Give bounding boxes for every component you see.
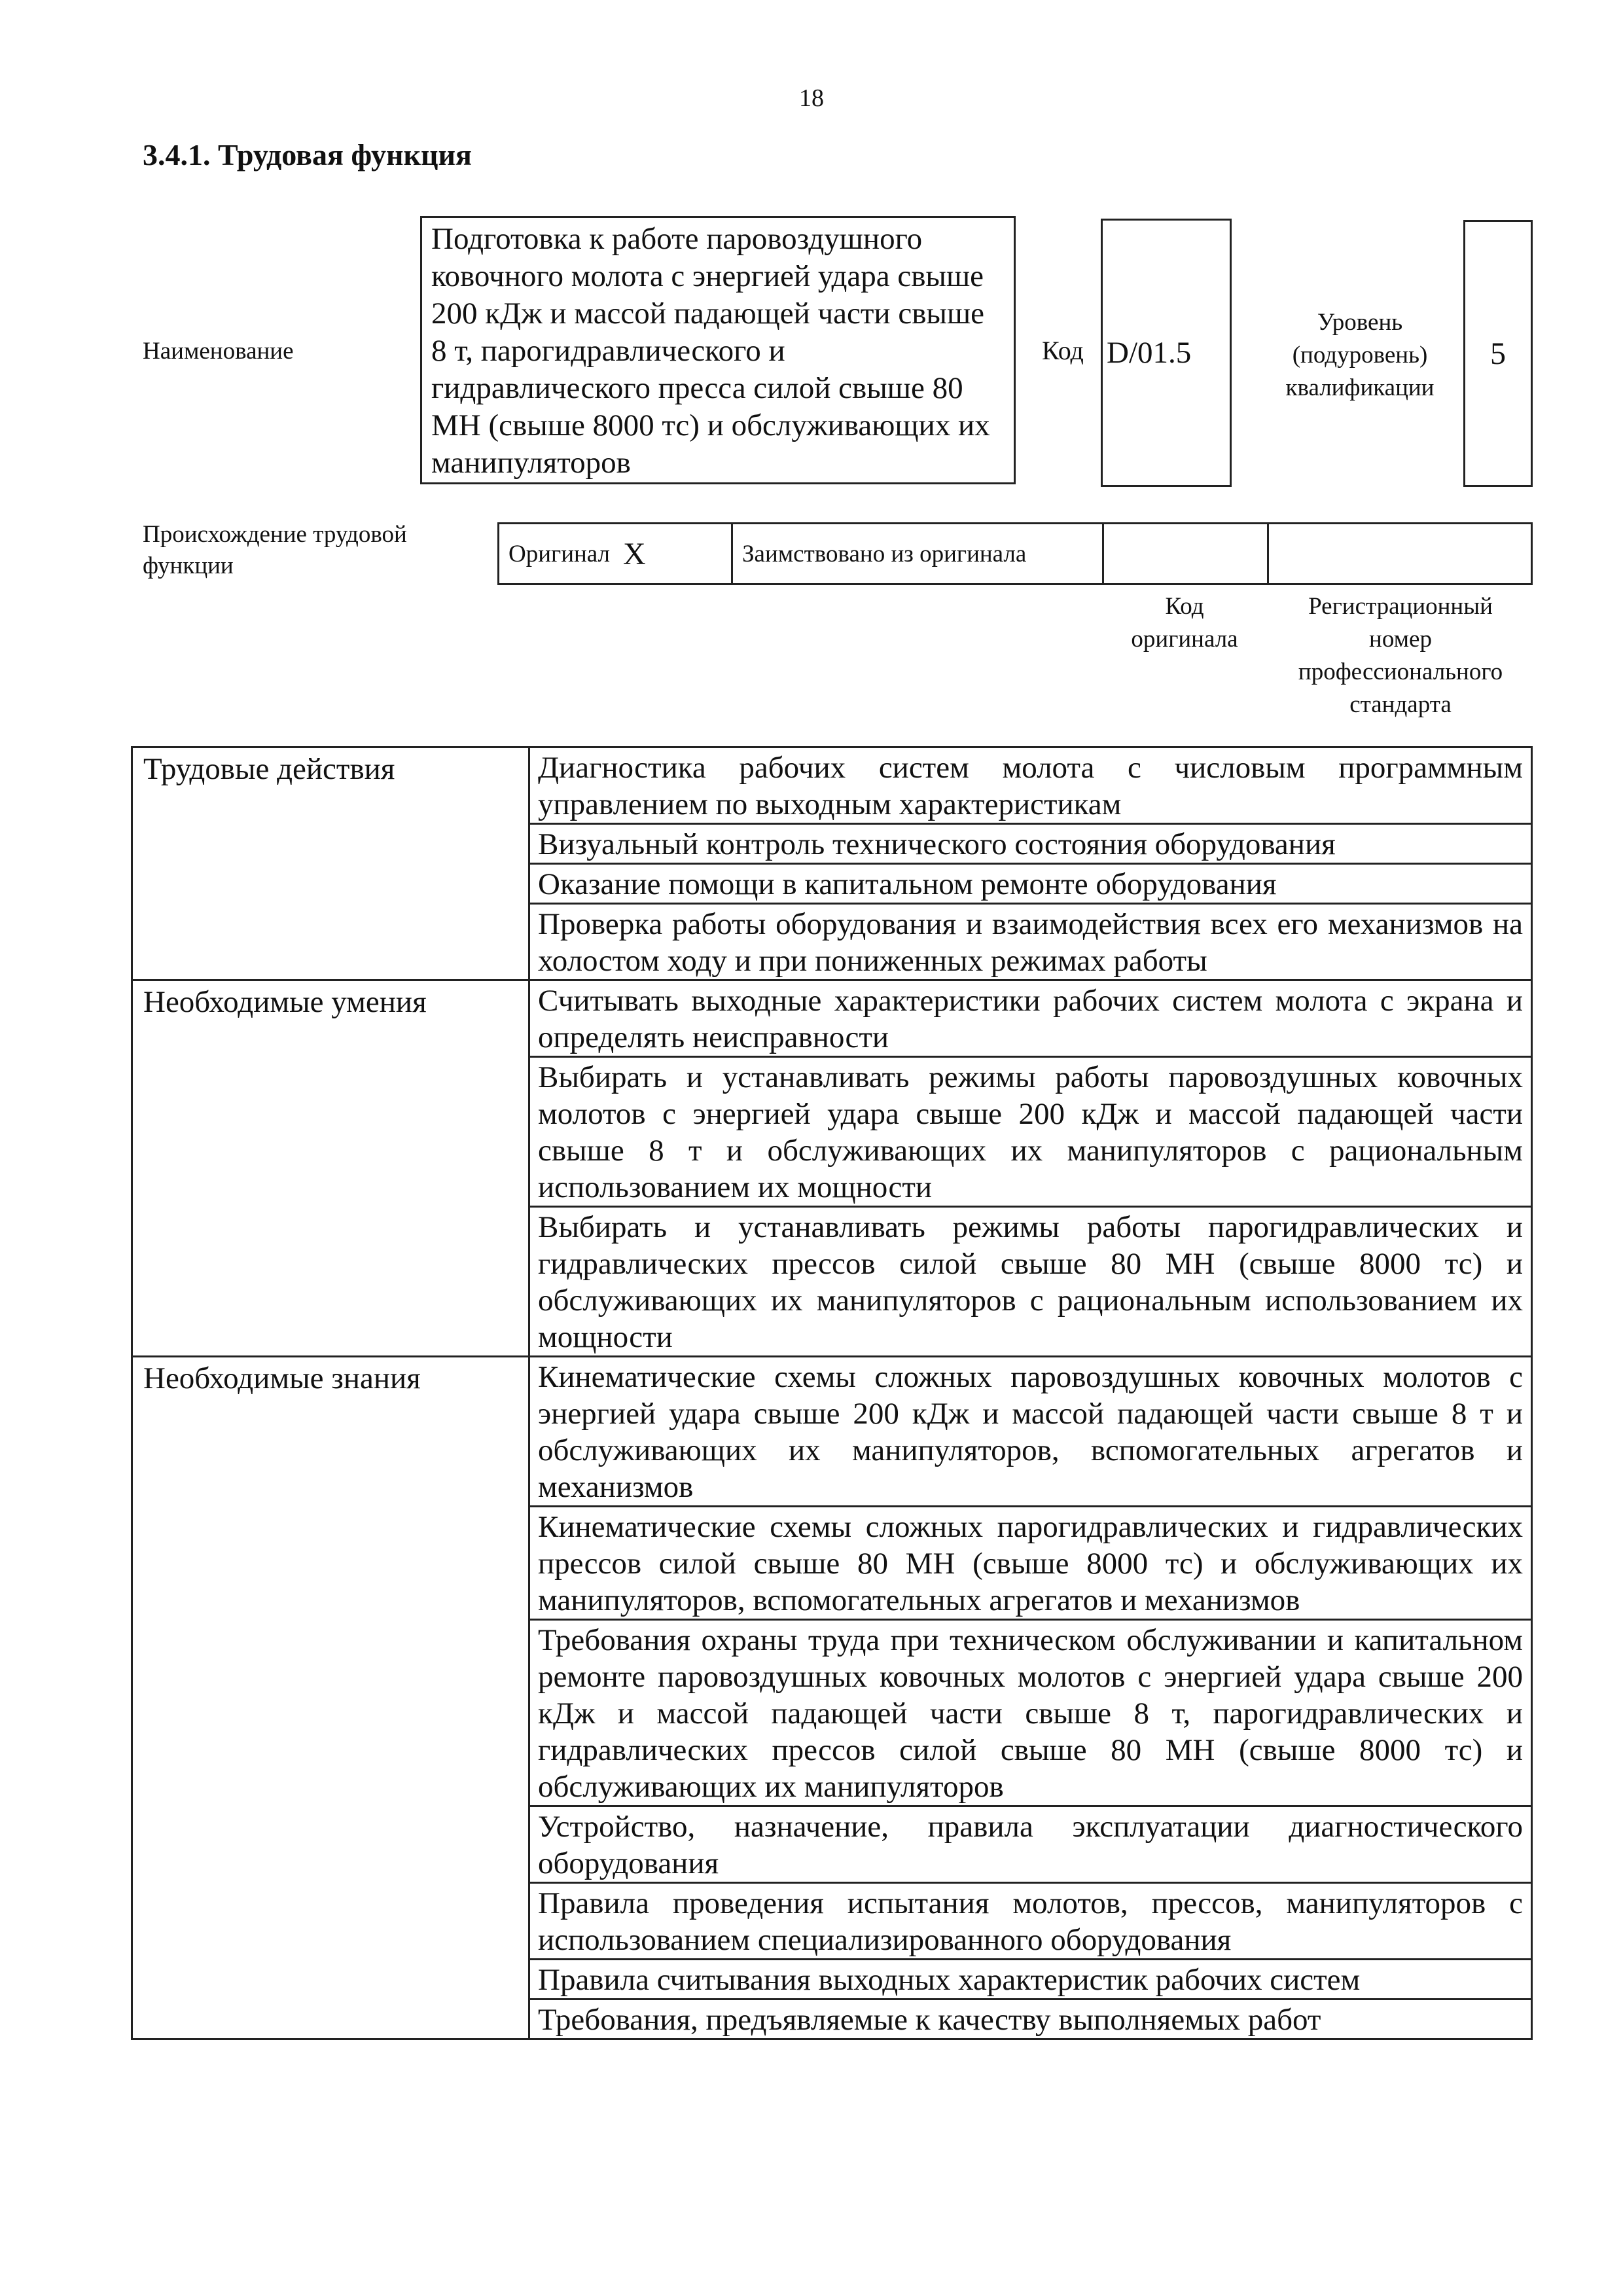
- section-heading: 3.4.1. Трудовая функция: [143, 138, 472, 171]
- table-row: Кинематические схемы сложных паровоздушных ковочных молотов с энергией удара свыше 200 кДж и массой падающей части свыше 8 т и обслуживающих их манипуляторов, вспомогательных агрегатов и механизмов: [529, 1357, 1532, 1507]
- original-cell: [499, 524, 733, 583]
- function-name-box: Подготовка к работе паровоздушного ковочного молота с энергией удара свыше 200 кДж и массой падающей части свыше 8 т, парогидравлического и гидравлического пресса силой свыше 80 МН (свыше 8000 тс) и обслуживающих их манипуляторов: [420, 216, 1016, 484]
- original-mark: X: [623, 536, 646, 571]
- table-row: Диагностика рабочих систем молота с числовым программным управлением по выходным характеристикам: [529, 747, 1532, 824]
- level-label-line-2: (подуровень): [1292, 342, 1428, 368]
- code-box: D/01.5: [1101, 219, 1232, 487]
- table-row: Выбирать и устанавливать режимы работы парогидравлических и гидравлических прессов силой свыше 80 МН (свыше 8000 тс) и обслуживающих их манипуляторов с рациональным использованием их мощности: [529, 1207, 1532, 1357]
- code-caption-line-2: оригинала: [1131, 626, 1238, 653]
- table-row: Считывать выходные характеристики рабочих систем молота с экрана и определять неисправности: [529, 980, 1532, 1057]
- reg-caption-line-3: профессионального: [1298, 658, 1503, 685]
- table-row: Визуальный контроль технического состояния оборудования: [529, 824, 1532, 864]
- table-row: Выбирать и устанавливать режимы работы паровоздушных ковочных молотов с энергией удара свыше 200 кДж и массой падающей части свыше 8 т и обслуживающих их манипуляторов с рациональным использованием их мощности: [529, 1057, 1532, 1207]
- section-title-knowledge: Необходимые знания: [132, 1357, 529, 2039]
- table-row: Кинематические схемы сложных парогидравлических и гидравлических прессов силой свыше 80 МН (свыше 8000 тс) и обслуживающих их манипуляторов, вспомогательных агрегатов и механизмов: [529, 1507, 1532, 1620]
- name-label: Наименование: [143, 338, 294, 365]
- origin-label: Происхождение трудовой функции: [143, 521, 407, 579]
- table-row: Требования охраны труда при техническом обслуживании и капитальном ремонте паровоздушных ковочных молотов с энергией удара свыше 200 кДж и массой падающей части свыше 8 т, парогидравлических и гидравлических прессов силой свыше 80 МН (свыше 8000 тс) и обслуживающих их манипуляторов: [529, 1620, 1532, 1806]
- original-label: Оригинал: [508, 540, 611, 567]
- registration-number-caption: [1263, 590, 1538, 721]
- reg-caption-line-1: Регистрационный: [1308, 593, 1493, 620]
- page-number: 18: [799, 84, 824, 112]
- table-row: Устройство, назначение, правила эксплуатации диагностического оборудования: [529, 1806, 1532, 1883]
- original-code-cell: [1104, 524, 1269, 583]
- section-title-actions: Трудовые действия: [132, 747, 529, 980]
- table-row: Требования, предъявляемые к качеству выполняемых работ: [529, 2000, 1532, 2039]
- table-row: Проверка работы оборудования и взаимодействия всех его механизмов на холостом ходу и при пониженных режимах работы: [529, 904, 1532, 980]
- registration-number-cell: [1269, 524, 1531, 583]
- reg-caption-line-4: стандарта: [1349, 691, 1452, 718]
- borrowed-label: Заимствовано из оригинала: [742, 540, 1027, 567]
- level-label-line-3: квалификации: [1285, 374, 1435, 401]
- table-row: Правила проведения испытания молотов, прессов, манипуляторов с использованием специализированного оборудования: [529, 1883, 1532, 1960]
- code-label: Код: [1042, 336, 1084, 365]
- origin-row: [497, 522, 1533, 585]
- function-details-table: [131, 746, 1533, 2040]
- section-title-skills: Необходимые умения: [132, 980, 529, 1357]
- qualification-level-label: [1249, 306, 1471, 404]
- level-label-line-1: Уровень: [1317, 309, 1403, 336]
- qualification-level-box: 5: [1463, 220, 1533, 487]
- table-row: Оказание помощи в капитальном ремонте оборудования: [529, 864, 1532, 904]
- reg-caption-line-2: номер: [1369, 626, 1432, 653]
- table-row: Правила считывания выходных характеристик рабочих систем: [529, 1960, 1532, 2000]
- code-caption-line-1: Код: [1165, 593, 1204, 620]
- borrowed-cell: [733, 524, 1104, 583]
- original-code-caption: [1099, 590, 1270, 656]
